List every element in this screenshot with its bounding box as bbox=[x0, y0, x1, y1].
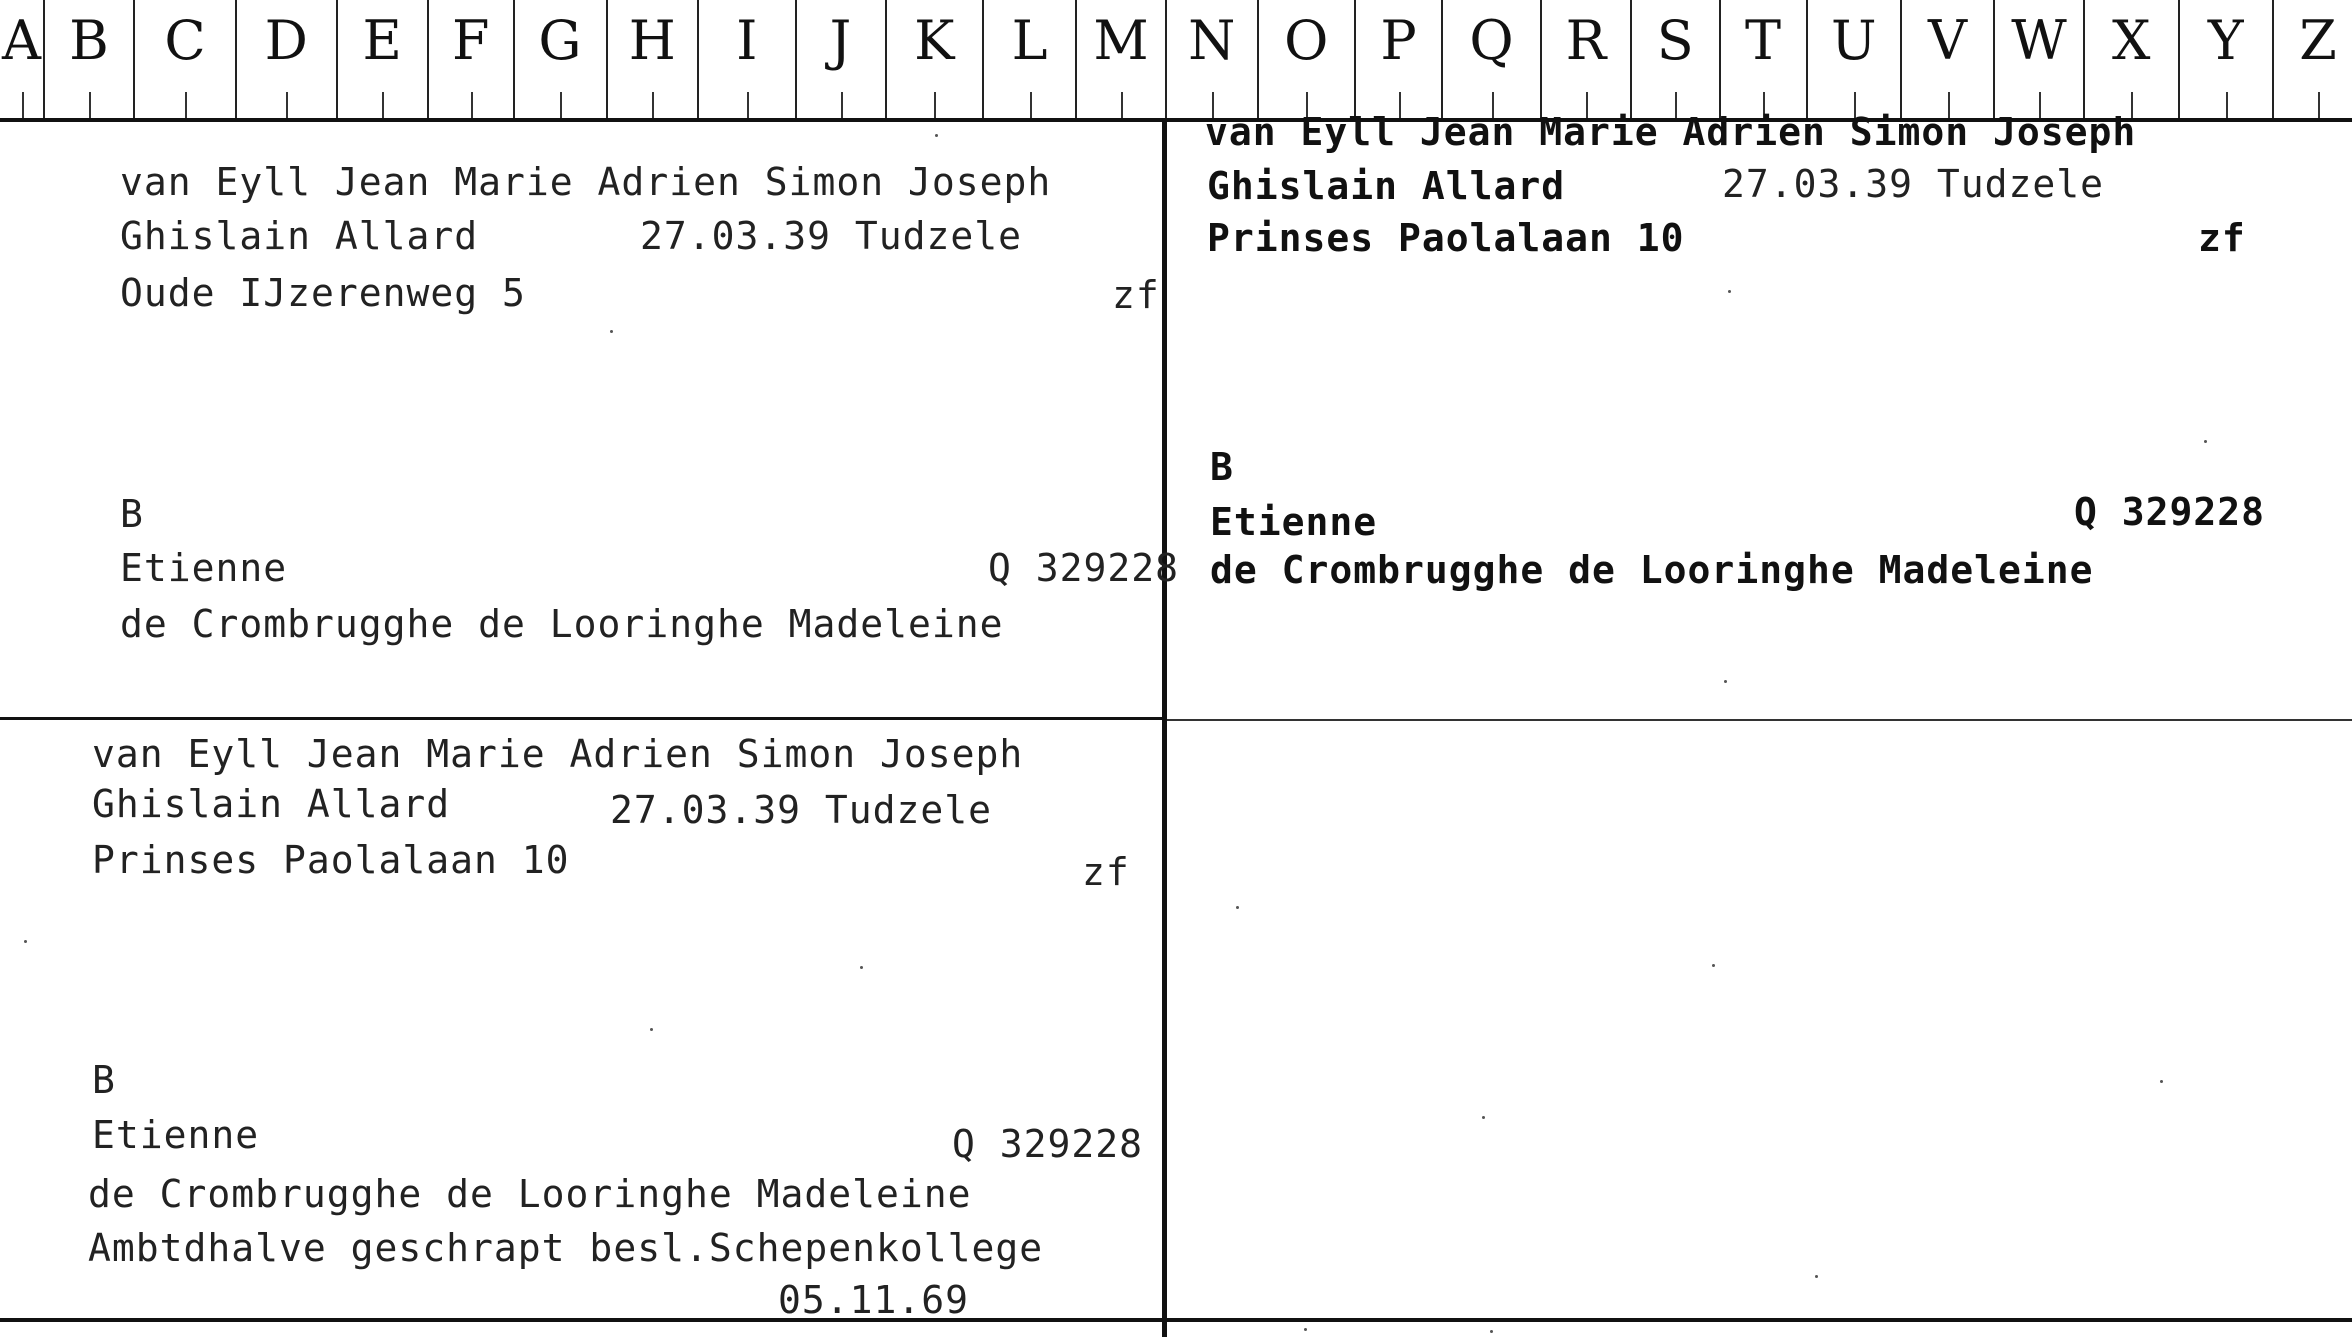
scan-speck bbox=[650, 1028, 653, 1031]
index-letter-j bbox=[797, 0, 887, 118]
index-tick-mark bbox=[382, 92, 384, 118]
index-letter-label: H bbox=[628, 9, 676, 72]
card-address: Prinses Paolalaan 10 bbox=[1207, 216, 1685, 260]
card-name-line: van Eyll Jean Marie Adrien Simon Joseph bbox=[92, 732, 1024, 776]
index-letter-v bbox=[1902, 0, 1995, 118]
index-letter-label: B bbox=[69, 9, 109, 72]
scan-speck bbox=[1724, 680, 1727, 683]
alphabet-index-strip bbox=[0, 0, 2352, 122]
index-letter-label: X bbox=[2112, 9, 2151, 72]
index-tick-mark bbox=[89, 92, 91, 118]
index-letter-label: L bbox=[1011, 9, 1048, 72]
card-address: Prinses Paolalaan 10 bbox=[92, 838, 570, 882]
index-tick-mark bbox=[2226, 92, 2228, 118]
card-code: zf bbox=[2198, 216, 2246, 260]
card-first-name: Etienne bbox=[1210, 500, 1378, 544]
scan-speck bbox=[610, 330, 613, 333]
card-divider-vertical bbox=[1162, 120, 1167, 1337]
card-name-line: van Eyll Jean Marie Adrien Simon Joseph bbox=[1205, 110, 2137, 154]
index-letter-label: S bbox=[1656, 9, 1694, 72]
index-letter-label: M bbox=[1093, 9, 1149, 72]
card-name-line: van Eyll Jean Marie Adrien Simon Joseph bbox=[120, 160, 1052, 204]
card-divider-horizontal-left bbox=[0, 717, 1162, 720]
card-spouse: de Crombrugghe de Looringhe Madeleine bbox=[88, 1172, 972, 1216]
index-letter-i bbox=[699, 0, 797, 118]
index-letter-a bbox=[0, 0, 45, 118]
index-letter-label: A bbox=[2, 9, 41, 72]
index-letter-h bbox=[608, 0, 700, 118]
index-letter-l bbox=[984, 0, 1077, 118]
index-tick-mark bbox=[560, 92, 562, 118]
card-divider-bottom bbox=[0, 1318, 2352, 1322]
scan-speck bbox=[2160, 1080, 2163, 1083]
index-tick-mark bbox=[2318, 92, 2320, 118]
scan-speck bbox=[1712, 964, 1715, 967]
card-note: Ambtdhalve geschrapt besl.Schepenkollege bbox=[88, 1226, 1044, 1270]
card-given-name: Ghislain Allard bbox=[92, 782, 451, 826]
index-tick-mark bbox=[747, 92, 749, 118]
scan-speck bbox=[1728, 290, 1731, 293]
card-letter: B bbox=[120, 492, 144, 536]
index-tick-mark bbox=[185, 92, 187, 118]
index-tick-mark bbox=[286, 92, 288, 118]
index-letter-s bbox=[1632, 0, 1721, 118]
card-first-name: Etienne bbox=[120, 546, 288, 590]
index-tick-mark bbox=[22, 92, 24, 118]
index-letter-label: J bbox=[829, 9, 852, 72]
index-letter-label: R bbox=[1565, 9, 1607, 72]
card-number: Q 329228 bbox=[952, 1122, 1144, 1166]
card-number: Q 329228 bbox=[988, 546, 1180, 590]
index-letter-label: V bbox=[1928, 9, 1967, 72]
index-letter-u bbox=[1808, 0, 1903, 118]
index-letter-label: Q bbox=[1469, 9, 1514, 72]
card-address: Oude IJzerenweg 5 bbox=[120, 271, 526, 315]
card-birth-date-place: 27.03.39 Tudzele bbox=[1722, 162, 2105, 206]
index-letter-x bbox=[2085, 0, 2180, 118]
index-letter-w bbox=[1995, 0, 2085, 118]
scan-speck bbox=[1304, 1328, 1307, 1331]
index-tick-mark bbox=[1121, 92, 1123, 118]
index-letter-q bbox=[1443, 0, 1542, 118]
index-letter-p bbox=[1356, 0, 1443, 118]
scan-speck bbox=[2204, 440, 2207, 443]
index-letter-label: E bbox=[362, 9, 402, 72]
index-letter-label: D bbox=[264, 9, 308, 72]
index-tick-mark bbox=[934, 92, 936, 118]
index-letter-r bbox=[1542, 0, 1632, 118]
scan-speck bbox=[860, 966, 863, 969]
index-letter-label: T bbox=[1744, 9, 1782, 72]
index-letter-label: U bbox=[1830, 9, 1877, 72]
card-letter: B bbox=[92, 1058, 116, 1102]
card-number: Q 329228 bbox=[2074, 490, 2266, 534]
scan-speck bbox=[935, 134, 938, 137]
index-letter-f bbox=[429, 0, 515, 118]
scan-speck bbox=[1490, 1330, 1493, 1333]
card-birth-date-place: 27.03.39 Tudzele bbox=[610, 788, 993, 832]
scan-speck bbox=[24, 940, 27, 943]
index-letter-c bbox=[135, 0, 237, 118]
index-letter-label: C bbox=[164, 9, 206, 72]
card-first-name: Etienne bbox=[92, 1113, 260, 1157]
index-tick-mark bbox=[841, 92, 843, 118]
index-letter-z bbox=[2274, 0, 2352, 118]
index-letter-t bbox=[1721, 0, 1808, 118]
index-letter-y bbox=[2180, 0, 2275, 118]
index-letter-label: I bbox=[736, 9, 758, 72]
index-letter-n bbox=[1167, 0, 1259, 118]
card-given-name: Ghislain Allard bbox=[1207, 164, 1566, 208]
index-tick-mark bbox=[1030, 92, 1032, 118]
card-spouse: de Crombrugghe de Looringhe Madeleine bbox=[1210, 548, 2094, 592]
index-letter-label: P bbox=[1380, 9, 1417, 72]
index-tick-mark bbox=[652, 92, 654, 118]
index-letter-g bbox=[515, 0, 608, 118]
card-letter: B bbox=[1210, 445, 1234, 489]
index-letter-label: Y bbox=[2207, 9, 2244, 72]
scan-speck bbox=[1482, 1116, 1485, 1119]
index-letter-o bbox=[1259, 0, 1357, 118]
index-letter-label: Z bbox=[2299, 9, 2337, 72]
index-letter-m bbox=[1077, 0, 1167, 118]
index-letter-e bbox=[338, 0, 430, 118]
card-note-date: 05.11.69 bbox=[778, 1278, 970, 1322]
index-letter-label: O bbox=[1284, 9, 1329, 72]
index-letter-label: K bbox=[914, 9, 955, 72]
index-letter-d bbox=[237, 0, 338, 118]
card-divider-horizontal-right bbox=[1167, 719, 2352, 721]
index-letter-k bbox=[887, 0, 985, 118]
index-letter-label: W bbox=[2011, 9, 2067, 72]
card-spouse: de Crombrugghe de Looringhe Madeleine bbox=[120, 602, 1004, 646]
index-letter-label: F bbox=[452, 9, 490, 72]
index-letter-label: N bbox=[1188, 9, 1236, 72]
card-code: zf bbox=[1082, 850, 1130, 894]
index-letter-b bbox=[45, 0, 135, 118]
card-birth-date-place: 27.03.39 Tudzele bbox=[640, 214, 1023, 258]
card-code: zf bbox=[1112, 273, 1160, 317]
index-tick-mark bbox=[471, 92, 473, 118]
scan-speck bbox=[1815, 1275, 1818, 1278]
scan-speck bbox=[1236, 906, 1239, 909]
card-given-name: Ghislain Allard bbox=[120, 214, 479, 258]
index-letter-label: G bbox=[538, 9, 582, 72]
